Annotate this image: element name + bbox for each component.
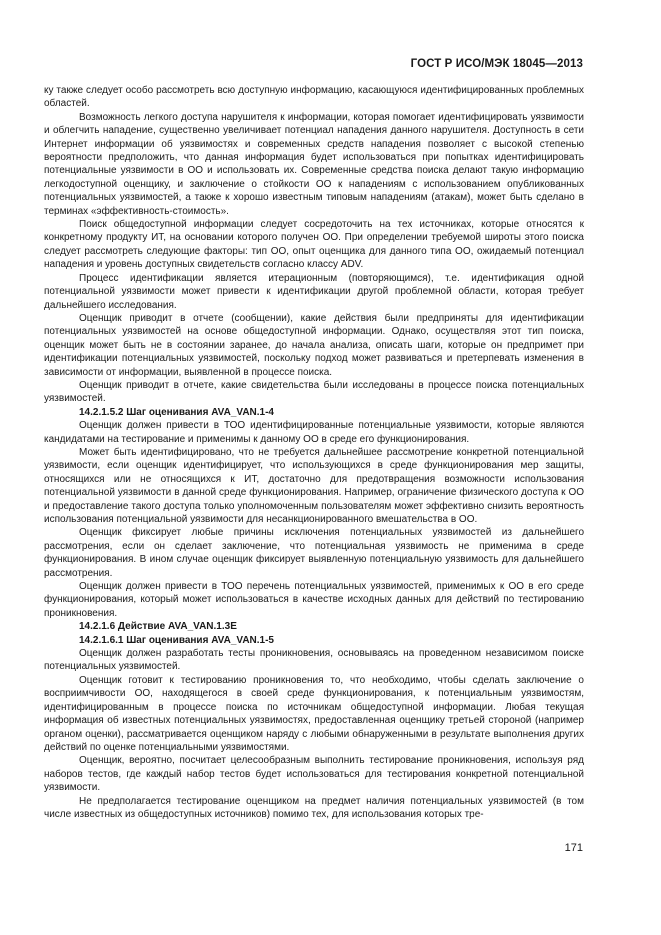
page-number: 171: [564, 842, 583, 854]
paragraph: Оценщик приводит в отчете (сообщении), какие действия были предприняты для идентификации потенциальных уязвимостей на основе общедоступной информации. Однако, осуществляя этот тип поиска, оценщик может быть не в состоянии заранее, до начала анализа, описать шаги, которые он предпримет при идентификации потенциальных уязвимостей, поскольку подход может развиваться и претерпевать изменения в зависимости от информации, выявленной в процессе поиска.: [44, 312, 584, 378]
paragraph: Оценщик должен привести в ТОО перечень потенциальных уязвимостей, применимых к ОО в его среде функционирования, который может использоваться в качестве исходных данных для действий по тестированию проникновения.: [44, 581, 584, 619]
paragraph: Оценщик фиксирует любые причины исключения потенциальных уязвимостей из дальнейшего рассмотрения, если он сделает заключение, что потенциальная уязвимость не применима в среде функционирования. В ином случае оценщик фиксирует выявленную потенциальную уязвимость для дальнейшего рассмотрения.: [44, 527, 584, 579]
paragraph: Оценщик, вероятно, посчитает целесообразным выполнить тестирование проникновения, используя ряд наборов тестов, где каждый набор тестов будет использоваться для тестирования конкретной потенциальной уязвимости.: [44, 755, 584, 794]
paragraph: Может быть идентифицировано, что не требуется дальнейшее рассмотрение конкретной потенциальной уязвимости, если оценщик идентифицирует, что использующихся в среде функционирования мер защиты, относящихся или не относящихся к ИТ, достаточно для предотвращения возможности использования потенциальной уязвимости в данной среде функционирования. Например, ограничение физического доступа к ОО и предоставление такого доступа только уполномоченным пользователям может эффективно снизить вероятность использования потенциальной уязвимости для несанкционированного вмешательства в ОО.: [44, 446, 584, 525]
paragraph: Не предполагается тестирование оценщиком на предмет наличия потенциальных уязвимостей (в том числе известных из общедоступных источников) помимо тех, для использования которых тре-: [44, 795, 584, 820]
section-heading: 14.2.1.6.1 Шаг оценивания AVA_VAN.1-5: [79, 634, 274, 646]
section-heading: 14.2.1.6 Действие AVA_VAN.1.3E: [79, 621, 237, 633]
paragraph: Процесс идентификации является итерационным (повторяющимся), т.е. идентификация одной потенциальной уязвимости может привести к идентификации другой проблемной области, которая требует дальнейшего исследования.: [44, 272, 584, 311]
paragraph: Оценщик приводит в отчете, какие свидетельства были исследованы в процессе поиска потенциальных уязвимостей.: [44, 379, 584, 405]
paragraph: ку также следует особо рассмотреть всю доступную информацию, касающуюся идентифицированных проблемных областей.: [44, 85, 584, 110]
paragraph: Оценщик должен разработать тесты проникновения, основываясь на проведенном независимом поиске потенциальных уязвимостей.: [44, 648, 584, 673]
paragraph: Оценщик готовит к тестированию проникновения то, что необходимо, чтобы сделать заключение о восприимчивости ОО, находящегося в своей среде функционирования, к потенциальным уязвимостям, идентифицированным в процессе поиска по источникам общедоступной информации. Любая текущая информация об известных потенциальных уязвимостях, предоставленная оценщику третьей стороной (например органом оценки), рассматривается оценщиком наряду с любыми обнаруженными в результате выполнения других действий по оценке потенциальными уязвимостями.: [44, 674, 584, 753]
section-heading: 14.2.1.5.2 Шаг оценивания AVA_VAN.1-4: [79, 406, 274, 418]
page-header-title: ГОСТ Р ИСО/МЭК 18045—2013: [410, 58, 583, 70]
paragraph: Оценщик должен привести в ТОО идентифицированные потенциальные уязвимости, которые являются кандидатами на тестирование и применимы к данному ОО в среде его функционирования.: [44, 420, 584, 445]
paragraph: Возможность легкого доступа нарушителя к информации, которая помогает идентифицировать уязвимости и облегчить нападение, существенно увеличивает потенциал нападения данного нарушителя. Доступность в сети Интернет информации об уязвимостях и современных средств нападения позволяет с высокой степенью вероятности предположить, что данная информация будет использоваться при попытках идентифицировать потенциальные уязвимости в ОО и использовать их. Современные средства поиска делают такую информацию легкодоступной оценщику, и заключение о стойкости ОО к нападениям с использованием опубликованных потенциальных уязвимостей, а также к хорошо известным типовым нападениям (атакам), может быть сделано в терминах «эффективность-стоимость».: [44, 111, 584, 217]
document-body: [44, 84, 584, 821]
paragraph: Поиск общедоступной информации следует сосредоточить на тех источниках, которые относятся к конкретному продукту ИТ, на основании которого получен ОО. При определении требуемой широты этого поиска следует рассмотреть следующие факторы: тип ОО, опыт оценщика для данного типа ОО, ожидаемый потенциал нападения и уровень доступных свидетельств согласно классу ADV.: [44, 219, 584, 271]
